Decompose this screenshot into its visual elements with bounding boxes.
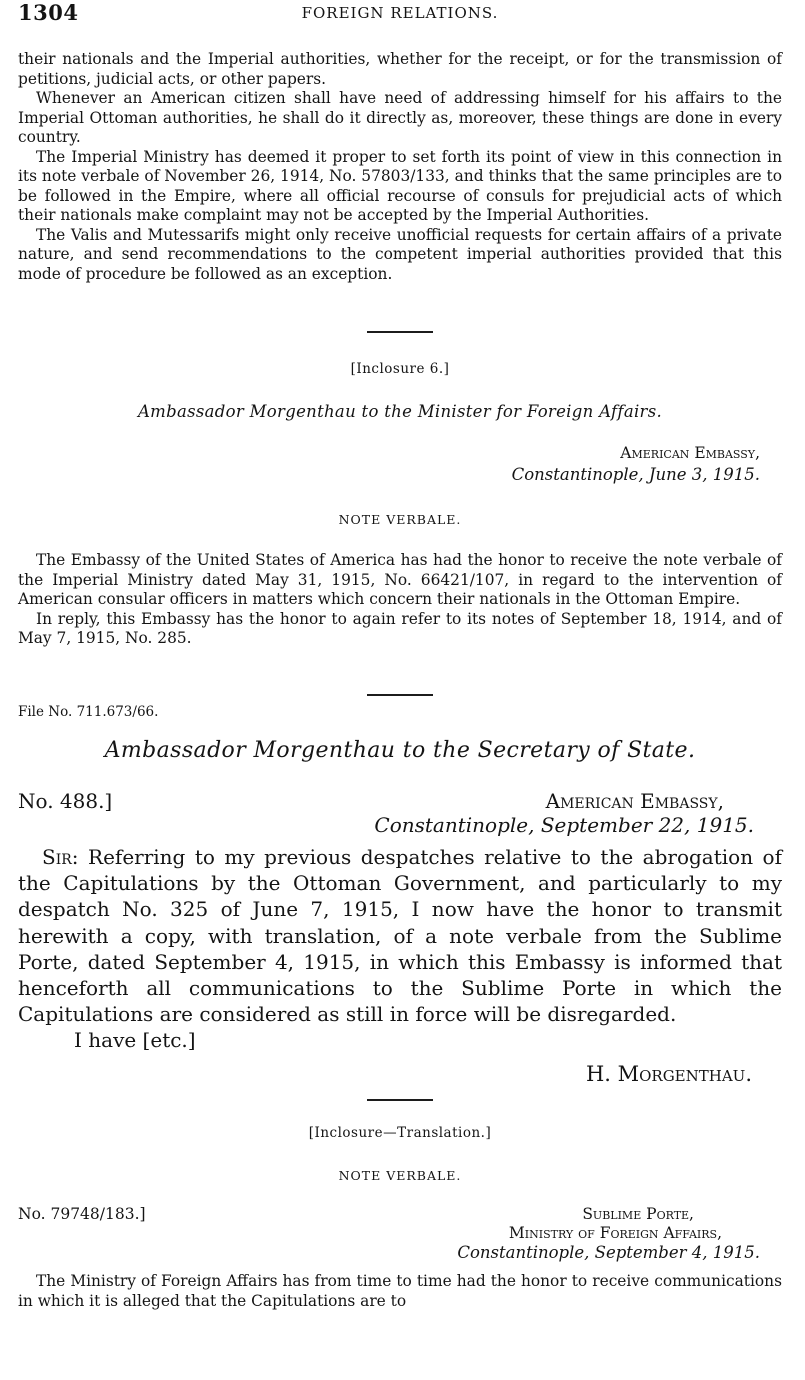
note-number: No. 79748/183.] [18, 1205, 146, 1223]
intro-section [18, 50, 782, 284]
despatch-body [18, 844, 782, 1054]
inclosure-label: [Inclosure—Translation.] [308, 1125, 492, 1141]
letter-place: American Embassy, [620, 444, 760, 462]
note-place-2: Ministry of Foreign Affairs, [508, 1224, 722, 1242]
document-page [18, 0, 783, 1310]
translation-body [18, 1272, 782, 1311]
signature: H. Morgenthau. [585, 1062, 752, 1086]
despatch-paragraph: Sir: Referring to my previous despatches relative to the abrogation of the Capitulations by the Ottoman Government, and particularly to my despatch No. 325 of June 7, 1915, I now have the honor to transmit herewith a copy, with translation, of a note verbale from the Sublime Porte, dated September 4, 1915, in which this Embassy is informed that henceforth all communications to the Sublime Porte in which the Capitulations are considered as still in force will be disregarded. [18, 845, 783, 1027]
intro-paragraph: Whenever an American citizen shall have need of addressing himself for his affairs to the Imperial Ottoman authorities, he shall do it directly as, moreover, these things are done in every country. [18, 89, 782, 146]
despatch-heading: Ambassador Morgenthau to the Secretary of State. [104, 738, 696, 763]
intro-paragraph: their nationals and the Imperial authorities, whether for the receipt, or for the transmission of petitions, judicial acts, or other papers. [18, 50, 782, 88]
intro-paragraph: The Valis and Mutessarifs might only receive unofficial requests for certain affairs of a private nature, and send recommendations to the competent imperial authorities provided that this mode of procedure be followed as an exception. [18, 225, 782, 283]
letter-heading: Ambassador Morgenthau to the Minister for Foreign Affairs. [137, 402, 663, 421]
page-number: 1304 [18, 0, 79, 25]
closing: I have [etc.] [74, 1028, 196, 1053]
note-paragraph: The Embassy of the United States of America has had the honor to receive the note verbale of the Imperial Ministry dated May 31, 1915, No. 66421/107, in regard to the intervention of American consular officers in matters which concern their nationals in the Ottoman Empire. [18, 551, 782, 608]
despatch-dateline [18, 789, 782, 837]
translation-dateline [18, 1205, 782, 1263]
note-place-1: Sublime Porte, [582, 1205, 694, 1223]
letter-date: Constantinople, June 3, 1915. [511, 465, 760, 484]
intro-paragraph: The Imperial Ministry has deemed it proper to set forth its point of view in this connection in its note verbale of November 26, 1914, No. 57803/133, and thinks that the same principles are to be followed in the Empire, where all official recourse of consuls for prejudicial acts of which their nationals make complaint may not be accepted by the Imperial Authorities. [18, 147, 782, 224]
despatch-number: No. 488.] [18, 789, 113, 813]
inclosure-label: [Inclosure 6.] [350, 361, 450, 377]
file-number: File No. 711.673/66. [18, 704, 159, 720]
section-divider [18, 1099, 782, 1101]
note-body [18, 551, 782, 649]
section-divider [18, 694, 782, 696]
note-paragraph: In reply, this Embassy has the honor to again refer to its notes of September 18, 1914, and of May 7, 1915, No. 285. [18, 609, 782, 647]
note-title: NOTE VERBALE. [338, 512, 462, 527]
running-title: FOREIGN RELATIONS. [301, 4, 499, 22]
section-divider [18, 331, 782, 333]
despatch-place: American Embassy, [545, 789, 724, 813]
note-title: NOTE VERBALE. [338, 1168, 462, 1183]
translation-paragraph: The Ministry of Foreign Affairs has from time to time had the honor to receive communications in which it is alleged that the Capitulations are to [18, 1272, 782, 1310]
salutation: Sir: [42, 845, 79, 869]
despatch-date: Constantinople, September 22, 1915. [374, 813, 754, 837]
note-date: Constantinople, September 4, 1915. [457, 1243, 760, 1262]
page-header [18, 0, 782, 30]
